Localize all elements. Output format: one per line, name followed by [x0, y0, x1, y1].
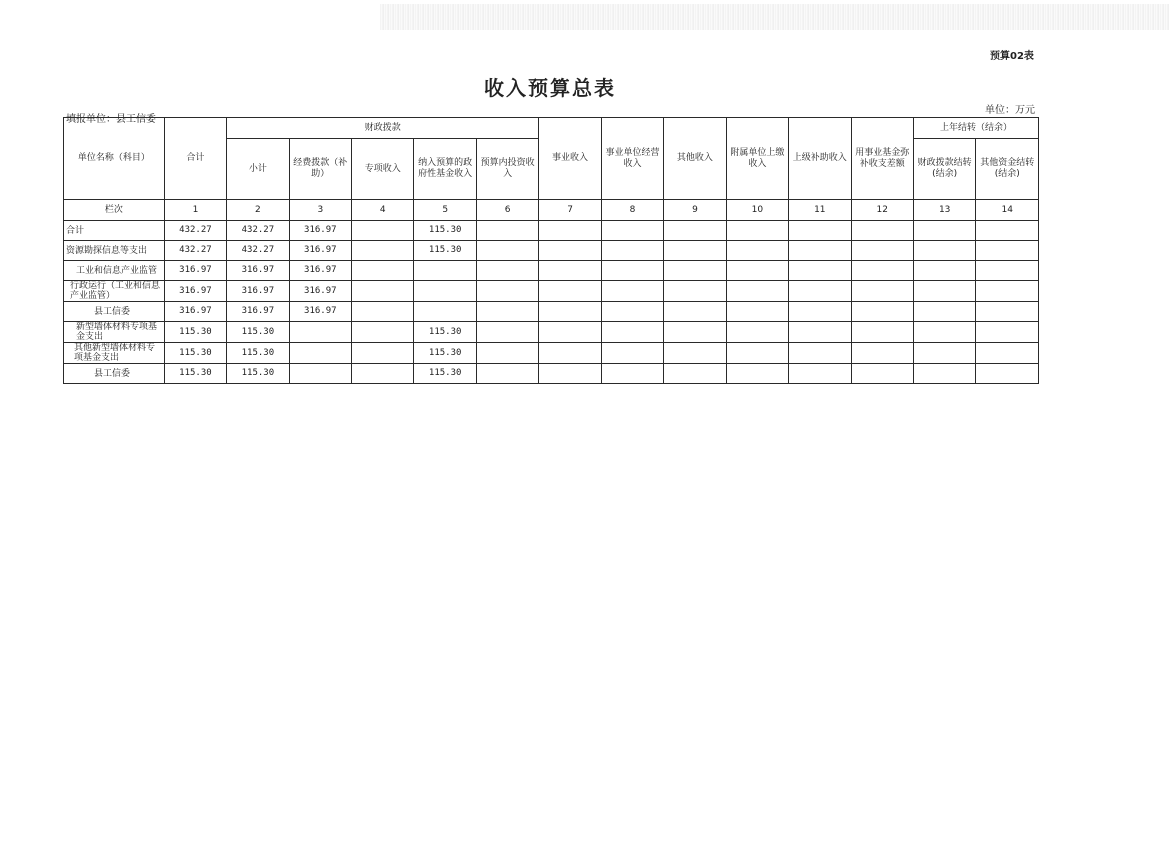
cell-empty: [664, 221, 726, 241]
cell-empty: [601, 281, 663, 302]
cell-total: 316.97: [164, 261, 226, 281]
index-cell: 14: [976, 200, 1039, 221]
col-header-superior-subsidy: 上级补助收入: [789, 118, 851, 200]
cell-empty: [976, 281, 1039, 302]
cell-empty: [976, 302, 1039, 322]
cell-subtotal: 316.97: [227, 302, 289, 322]
cell-special: [352, 261, 414, 281]
col-header-special-income: 专项收入: [352, 139, 414, 200]
cell-empty: [476, 221, 538, 241]
cell-empty: [976, 364, 1039, 384]
cell-empty: [913, 241, 975, 261]
cell-empty: [601, 302, 663, 322]
cell-subtotal: 432.27: [227, 221, 289, 241]
col-header-subordinate: 附属单位上缴收入: [726, 118, 788, 200]
col-header-operating-income: 事业单位经营收入: [601, 118, 663, 200]
cell-empty: [539, 221, 601, 241]
cell-empty: [664, 261, 726, 281]
col-header-career-fund: 用事业基金弥补收支差额: [851, 118, 913, 200]
col-header-other-income: 其他收入: [664, 118, 726, 200]
cell-total: 115.30: [164, 322, 226, 343]
cell-gov-fund: [414, 281, 476, 302]
cell-funding: 316.97: [289, 261, 351, 281]
cell-subtotal: 316.97: [227, 281, 289, 302]
row-name: 工业和信息产业监管: [64, 261, 165, 281]
cell-empty: [601, 261, 663, 281]
cell-empty: [851, 343, 913, 364]
cell-empty: [789, 261, 851, 281]
col-header-name: 单位名称（科目）: [64, 118, 165, 200]
index-cell: 1: [164, 200, 226, 221]
cell-empty: [913, 343, 975, 364]
table-row: [64, 221, 1039, 241]
cell-empty: [913, 221, 975, 241]
cell-empty: [976, 343, 1039, 364]
index-cell: 栏次: [64, 200, 165, 221]
cell-funding: 316.97: [289, 281, 351, 302]
table-row: [64, 343, 1039, 364]
cell-gov-fund: 115.30: [414, 322, 476, 343]
cell-special: [352, 322, 414, 343]
cell-empty: [726, 364, 788, 384]
cell-funding: [289, 364, 351, 384]
cell-empty: [789, 302, 851, 322]
col-header-investment: 预算内投资收入: [476, 139, 538, 200]
cell-empty: [664, 343, 726, 364]
cell-empty: [601, 221, 663, 241]
row-name: 行政运行（工业和信息产业监管）: [64, 281, 165, 302]
cell-empty: [913, 261, 975, 281]
cell-empty: [601, 241, 663, 261]
cell-empty: [851, 364, 913, 384]
index-row: [64, 200, 1039, 221]
unit-label: 单位：万元: [985, 105, 1035, 116]
cell-funding: [289, 322, 351, 343]
cell-gov-fund: 115.30: [414, 364, 476, 384]
cell-empty: [789, 364, 851, 384]
cell-empty: [601, 343, 663, 364]
row-name: 资源勘探信息等支出: [64, 241, 165, 261]
cell-empty: [789, 221, 851, 241]
cell-empty: [726, 322, 788, 343]
row-name: 新型墙体材料专项基金支出: [64, 322, 165, 343]
cell-empty: [913, 364, 975, 384]
cell-empty: [726, 302, 788, 322]
table-row: [64, 261, 1039, 281]
cell-gov-fund: [414, 302, 476, 322]
cell-empty: [976, 241, 1039, 261]
cell-empty: [664, 302, 726, 322]
table-row: [64, 281, 1039, 302]
col-header-total: 合计: [164, 118, 226, 200]
cell-empty: [539, 343, 601, 364]
cell-empty: [539, 241, 601, 261]
cell-empty: [539, 261, 601, 281]
cell-subtotal: 316.97: [227, 261, 289, 281]
cell-special: [352, 343, 414, 364]
cell-empty: [851, 221, 913, 241]
cell-empty: [789, 281, 851, 302]
cell-empty: [726, 261, 788, 281]
cell-total: 432.27: [164, 221, 226, 241]
cell-special: [352, 281, 414, 302]
col-header-other-carryover: 其他资金结转(结余): [976, 139, 1039, 200]
cell-empty: [664, 241, 726, 261]
cell-total: 432.27: [164, 241, 226, 261]
cell-subtotal: 115.30: [227, 322, 289, 343]
index-cell: 11: [789, 200, 851, 221]
col-header-subtotal: 小计: [227, 139, 289, 200]
index-cell: 8: [601, 200, 663, 221]
cell-empty: [789, 322, 851, 343]
index-cell: 5: [414, 200, 476, 221]
cell-funding: 316.97: [289, 302, 351, 322]
index-cell: 12: [851, 200, 913, 221]
cell-special: [352, 364, 414, 384]
cell-total: 316.97: [164, 302, 226, 322]
cell-empty: [664, 322, 726, 343]
cell-empty: [789, 241, 851, 261]
col-header-gov-fund: 纳入预算的政府性基金收入: [414, 139, 476, 200]
index-cell: 13: [913, 200, 975, 221]
cell-empty: [539, 364, 601, 384]
index-cell: 2: [227, 200, 289, 221]
cell-empty: [726, 281, 788, 302]
cell-funding: [289, 343, 351, 364]
table-row: [64, 241, 1039, 261]
cell-total: 316.97: [164, 281, 226, 302]
cell-empty: [851, 322, 913, 343]
income-budget-table: [63, 117, 1039, 384]
cell-subtotal: 115.30: [227, 343, 289, 364]
cell-empty: [851, 302, 913, 322]
cell-empty: [913, 302, 975, 322]
cell-empty: [601, 364, 663, 384]
cell-gov-fund: [414, 261, 476, 281]
table-row: [64, 322, 1039, 343]
cell-empty: [913, 322, 975, 343]
cell-empty: [976, 322, 1039, 343]
cell-empty: [789, 343, 851, 364]
cell-empty: [851, 281, 913, 302]
cell-subtotal: 432.27: [227, 241, 289, 261]
cell-total: 115.30: [164, 343, 226, 364]
row-name: 县工信委: [64, 302, 165, 322]
cell-empty: [726, 343, 788, 364]
cell-empty: [913, 281, 975, 302]
cell-empty: [476, 241, 538, 261]
row-name: 县工信委: [64, 364, 165, 384]
cell-special: [352, 221, 414, 241]
cell-empty: [539, 281, 601, 302]
row-name: 其他新型墙体材料专项基金支出: [64, 343, 165, 364]
cell-empty: [851, 261, 913, 281]
col-header-fiscal-group: 财政拨款: [227, 118, 539, 139]
col-header-funding: 经费拨款（补助）: [289, 139, 351, 200]
cell-empty: [539, 322, 601, 343]
scan-noise-band: [380, 4, 1169, 30]
page-title: 收入预算总表: [484, 76, 616, 100]
cell-empty: [976, 261, 1039, 281]
form-code: 预算02表: [990, 51, 1034, 62]
cell-gov-fund: 115.30: [414, 241, 476, 261]
cell-empty: [976, 221, 1039, 241]
index-cell: 3: [289, 200, 351, 221]
cell-subtotal: 115.30: [227, 364, 289, 384]
cell-total: 115.30: [164, 364, 226, 384]
cell-empty: [476, 343, 538, 364]
cell-empty: [664, 364, 726, 384]
cell-empty: [664, 281, 726, 302]
index-cell: 4: [352, 200, 414, 221]
index-cell: 10: [726, 200, 788, 221]
table-row: [64, 364, 1039, 384]
table-row: [64, 302, 1039, 322]
col-header-carryover-group: 上年结转（结余）: [913, 118, 1038, 139]
cell-gov-fund: 115.30: [414, 221, 476, 241]
cell-empty: [476, 302, 538, 322]
index-cell: 9: [664, 200, 726, 221]
cell-empty: [476, 281, 538, 302]
index-cell: 7: [539, 200, 601, 221]
cell-empty: [726, 241, 788, 261]
cell-empty: [476, 261, 538, 281]
cell-empty: [476, 364, 538, 384]
reporting-unit: 填报单位：县工信委: [66, 114, 156, 125]
cell-empty: [851, 241, 913, 261]
cell-special: [352, 241, 414, 261]
cell-funding: 316.97: [289, 221, 351, 241]
cell-empty: [601, 322, 663, 343]
cell-empty: [726, 221, 788, 241]
cell-funding: 316.97: [289, 241, 351, 261]
row-name: 合计: [64, 221, 165, 241]
cell-special: [352, 302, 414, 322]
col-header-fiscal-carryover: 财政拨款结转(结余): [913, 139, 975, 200]
index-cell: 6: [476, 200, 538, 221]
cell-empty: [539, 302, 601, 322]
col-header-career-income: 事业收入: [539, 118, 601, 200]
cell-empty: [476, 322, 538, 343]
cell-gov-fund: 115.30: [414, 343, 476, 364]
